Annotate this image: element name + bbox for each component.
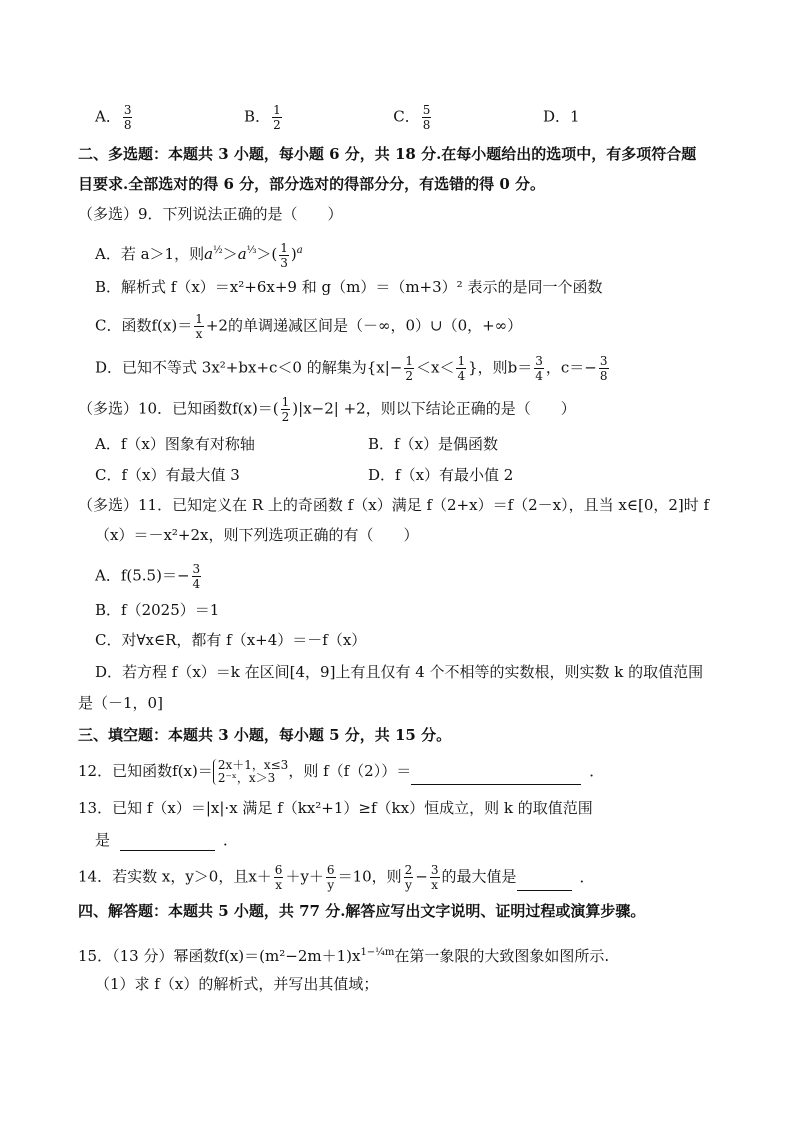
q10-option-a: A．f（x）图象有对称轴 (95, 435, 255, 453)
q14: 14．若实数 x，y＞0，且x＋ $\frac{6}{x}$ ＋y＋ $\frac{6}{y}$ ＝10，则 $\frac{2}{y}$ − $\frac{3}{x}$ 的最大值是 ． (78, 863, 595, 892)
q13-answer-blank[interactable] (120, 834, 215, 851)
q9-option-c: C．函数f(x)＝ $\frac{1}{x}$ +2的单调递减区间是（－∞，0）∪（0，+∞） (95, 312, 523, 341)
q12-answer-blank[interactable] (411, 768, 581, 785)
q12: 12．已知函数f(x)＝ 2x＋1，x≤3 2⁻ˣ，x＞3 ，则 f（f（2））＝ ． (78, 758, 605, 785)
q9-option-a: A．若 a＞1，则$a^{\frac{1}{2}}>a^{\frac{1}{3}}>$( $\frac{1}{3}$ )$^a$ (95, 240, 303, 270)
q14-answer-blank[interactable] (517, 874, 572, 891)
q11-stem-cont: （x）＝－x²+2x，则下列选项正确的有（ ） (95, 526, 419, 544)
option-a-fraction: $\frac{3}{8}$ (123, 103, 132, 132)
q11-option-d-cont: 是（－1，0] (78, 694, 163, 712)
q11-option-b: B．f（2025）＝1 (95, 601, 220, 619)
q8-options: A． $\frac{3}{8}$ B． $\frac{1}{2}$ C． $\frac{5}{8}$ D．1 (95, 103, 580, 132)
q15-part1: （1）求 f（x）的解析式，并写出其值域； (95, 975, 379, 993)
q13: 13．已知 f（x）＝|x|·x 满足 f（kx²+1）≥f（kx）恒成立，则 k 的取值范围 (78, 799, 593, 817)
q10-option-c: C．f（x）有最大值 3 (95, 466, 240, 484)
section2-heading-cont: 目要求.全部选对的得 6 分，部分选对的得部分分，有选错的得 0 分。 (78, 175, 545, 193)
q13-cont: 是 ． (95, 831, 239, 849)
q11-option-a: A．f(5.5)＝− $\frac{3}{4}$ (95, 562, 201, 591)
section2-heading: 二、多选题：本题共 3 小题，每小题 6 分，共 18 分.在每小题给出的选项中，有多项符合题 (78, 145, 697, 163)
q9-option-b: B．解析式 f（x）＝x²+6x+9 和 g（m）＝（m+3）² 表示的是同一个函数 (95, 278, 603, 296)
q10-option-b: B．f（x）是偶函数 (368, 435, 499, 453)
option-b-fraction: $\frac{1}{2}$ (273, 103, 281, 132)
q10-option-d: D．f（x）有最小值 2 (368, 466, 514, 484)
q11-option-c: C．对∀x∈R，都有 f（x+4）＝－f（x） (95, 631, 367, 649)
q9-option-d: D．已知不等式 3x²+bx+c＜0 的解集为{x|− $\frac{1}{2}$ ＜x＜ $\frac{1}{4}$ }，则b＝ $\frac{3}{4}$ ，c＝− $\frac{3}{8}$ (95, 354, 608, 383)
section4-heading: 四、解答题：本题共 5 小题，共 77 分.解答应写出文字说明、证明过程或演算步骤。 (78, 902, 646, 920)
q11-option-d: D．若方程 f（x）＝k 在区间[4，9]上有且仅有 4 个不相等的实数根，则实数 k 的取值范围 (95, 663, 704, 681)
option-c-fraction: $\frac{5}{8}$ (422, 103, 431, 132)
q9-stem: （多选）9．下列说法正确的是（ ） (78, 205, 343, 223)
q15-stem: 15．（13 分）幂函数$f(x)=(m^2-2m+1)x^{1-\frac{1}{4}m}$在第一象限的大致图象如图所示. (78, 947, 610, 965)
section3-heading: 三、填空题：本题共 3 小题，每小题 5 分，共 15 分。 (78, 726, 452, 744)
q11-stem: （多选）11．已知定义在 R 上的奇函数 f（x）满足 f（2+x）＝f（2－x），且当 x∈[0，2]时 f (78, 496, 710, 514)
q10-stem: （多选）10．已知函数f(x)＝( $\frac{1}{2}$ )|x−2| +2，则以下结论正确的是（ ） (78, 395, 576, 424)
